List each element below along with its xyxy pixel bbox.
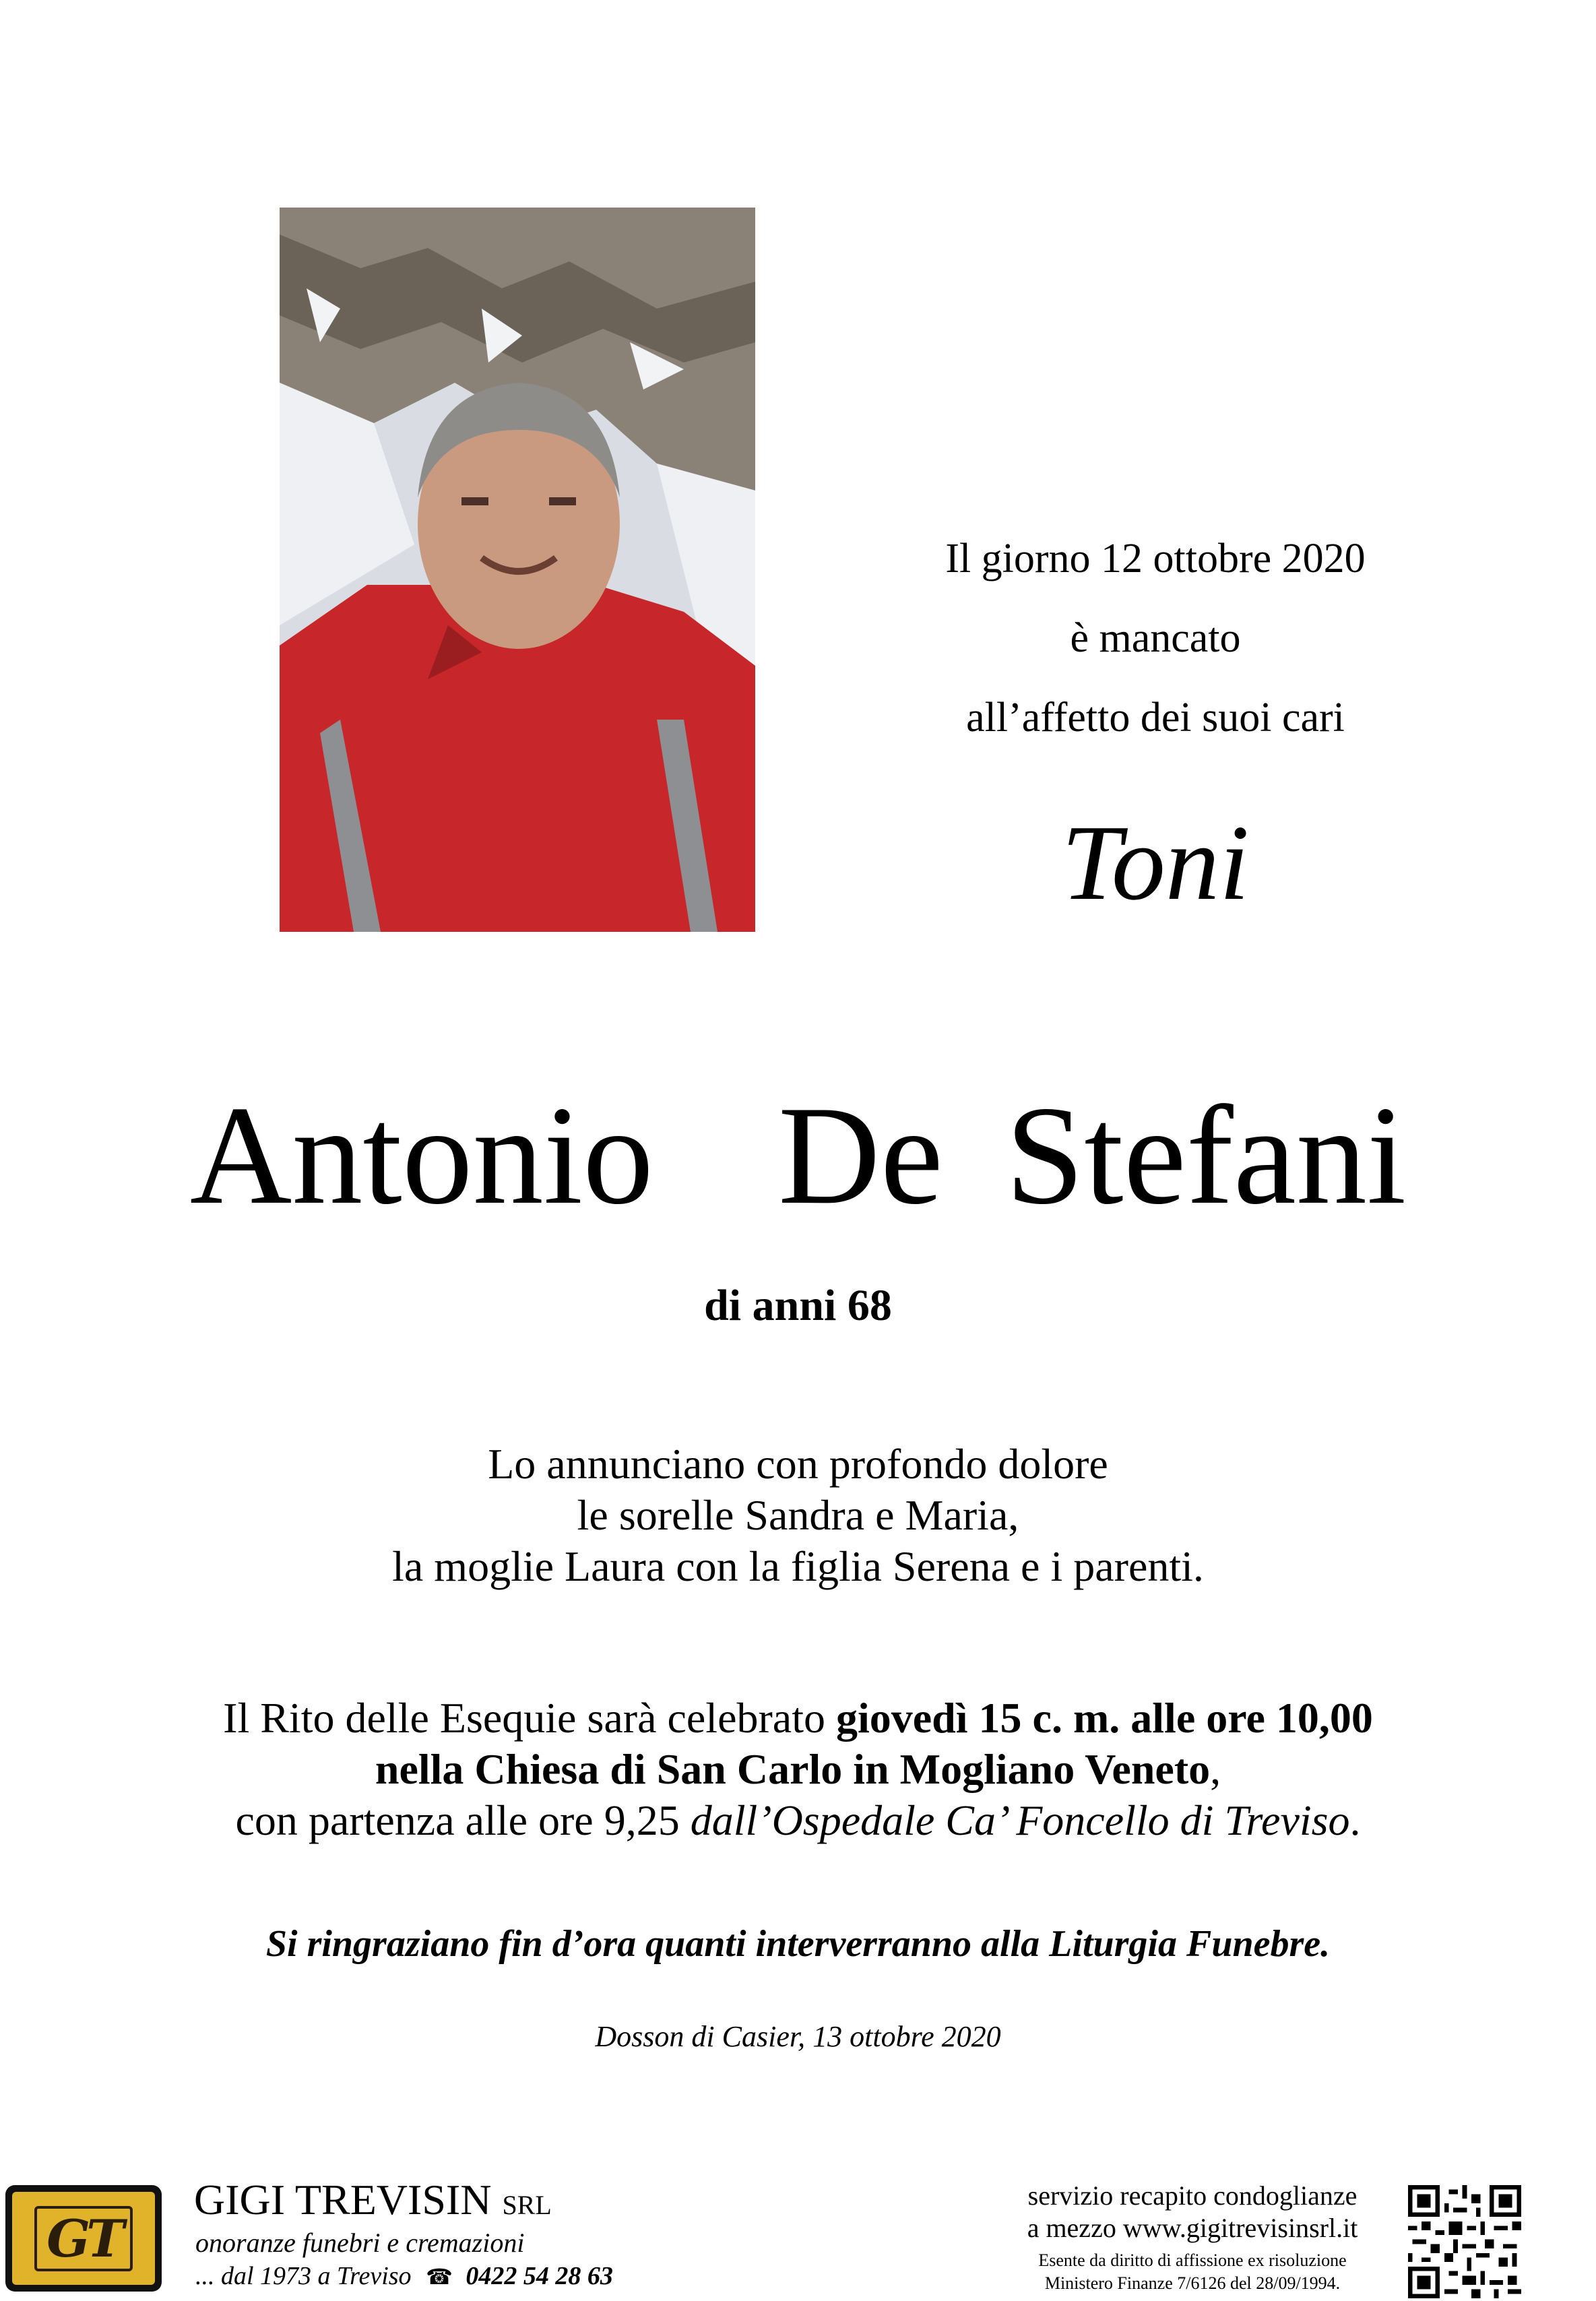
- company-name: [194, 2175, 552, 2230]
- phone-number: 0422 54 28 63: [466, 2262, 613, 2290]
- thanks-text: Si ringraziano fin d’ora quanti interverranno alla Liturgia Funebre.: [265, 1923, 1331, 1965]
- exempt-line: Ministero Finanze 7/6126 del 28/09/1994.: [1044, 2273, 1341, 2293]
- intro-text: [849, 519, 1462, 757]
- qr-code-icon: [1408, 2185, 1521, 2298]
- deceased-photo: [280, 208, 755, 932]
- age-text: di anni 68: [704, 1281, 892, 1330]
- rite-text: Il Rito delle Esequie sarà celebrato: [223, 1694, 836, 1742]
- exemption-note: [977, 2249, 1408, 2295]
- funeral-rite-info: [0, 1693, 1596, 1846]
- since-text: ... dal 1973 a Treviso: [195, 2262, 412, 2290]
- announcement: [0, 1439, 1596, 1592]
- announcement-line: le sorelle Sandra e Maria,: [577, 1491, 1019, 1539]
- rite-line-3: [0, 1795, 1596, 1846]
- rite-line-1: [0, 1693, 1596, 1744]
- rite-departure: con partenza alle ore 9,25: [235, 1796, 691, 1844]
- qr-code: [1408, 2185, 1521, 2298]
- service-website: a mezzo www.gigitrevisinsrl.it: [1027, 2213, 1358, 2243]
- condolence-service: [977, 2180, 1408, 2244]
- rite-line-2: [0, 1744, 1596, 1795]
- service-line: servizio recapito condoglianze: [1027, 2180, 1358, 2211]
- place-date: Dosson di Casier, 13 ottobre 2020: [595, 2020, 1001, 2053]
- rite-period: .: [1349, 1796, 1361, 1844]
- rite-datetime: giovedì 15 c. m. alle ore 10,00: [835, 1694, 1373, 1742]
- rite-hospital: dall’Ospedale Ca’ Foncello di Treviso: [690, 1796, 1350, 1844]
- company-logo: [5, 2185, 162, 2292]
- nickname: Toni: [1061, 802, 1250, 922]
- exempt-line: Esente da diritto di affissione ex risoluzione: [1038, 2250, 1347, 2270]
- logo-plate: [12, 2192, 155, 2285]
- intro-line-date: Il giorno 12 ottobre 2020: [945, 536, 1366, 581]
- phone-icon: ☎: [426, 2265, 453, 2289]
- rite-comma: ,: [1210, 1745, 1221, 1793]
- announcement-line: la moglie Laura con la figlia Serena e i parenti.: [392, 1542, 1204, 1590]
- company-since: [195, 2259, 613, 2294]
- logo-monogram: GT: [34, 2206, 132, 2271]
- rite-church: nella Chiesa di San Carlo in Mogliano Veneto: [375, 1745, 1211, 1793]
- deceased-name: Antonio De Stefani: [189, 1077, 1407, 1234]
- announcement-line: Lo annunciano con profondo dolore: [488, 1440, 1108, 1488]
- portrait-image: [280, 208, 755, 932]
- intro-line-affection: all’affetto dei suoi cari: [966, 695, 1345, 740]
- company-tagline: onoranze funebri e cremazioni: [195, 2228, 525, 2258]
- company-suffix: SRL: [502, 2190, 552, 2220]
- company-title: GIGI TREVISIN: [194, 2176, 492, 2224]
- intro-line-passed: è mancato: [1070, 615, 1241, 661]
